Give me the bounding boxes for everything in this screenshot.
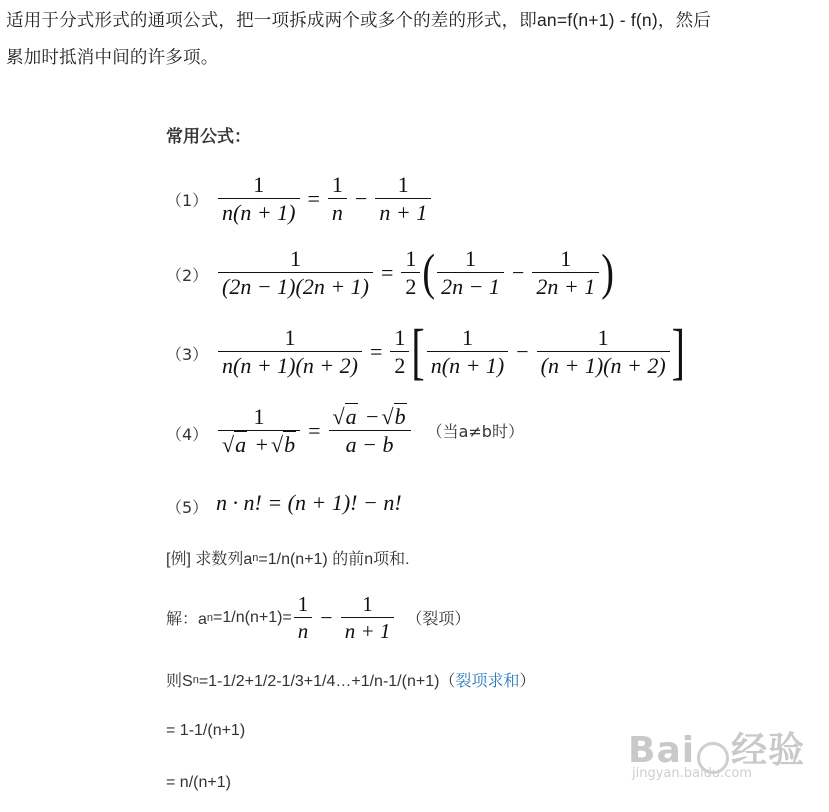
fraction: $\frac{1}{n(n + 1)}$ xyxy=(427,325,509,379)
formula-3: $\frac{1}{n(n + 1)(n + 2)}$ = $\frac{1}{2}$ [ $\frac{1}{n(n + 1)}$ − $\frac{1}{(n + 1)(n + 2)}$ ] xyxy=(216,325,685,379)
formula-2: $\frac{1}{(2n - 1)(2n + 1)}$ = $\frac{1}{2}$ ( $\frac{1}{2n - 1}$ − $\frac{1}{2n + 1}$ ) xyxy=(216,246,614,300)
formula-1: $\frac{1}{n(n + 1)}$ = $\frac{1}{n}$ − $\frac{1}{n + 1}$ xyxy=(216,172,433,226)
baidu-jingyan-watermark: Bai 经验 jingyan.baidu.com xyxy=(628,730,806,781)
split-sum-link[interactable]: 裂项求和 xyxy=(455,673,520,690)
formula-label-5: （5） xyxy=(166,498,209,517)
intro-paragraph xyxy=(6,2,826,76)
step-1: = 1-1/(n+1) xyxy=(166,722,246,739)
formula-4: $\frac{1}{√a + √b}$ = $\frac{√a - √b}{a - b}$ （当a≠b时） xyxy=(216,404,524,458)
fraction: $\frac{1}{2n + 1}$ xyxy=(532,246,599,300)
solution-line: 解：a n =1/n(n+1)= $\frac{1}{n}$ − $\frac{1}{n + 1}$ （裂项） xyxy=(166,592,471,644)
step-2: = n/(n+1) xyxy=(166,774,231,791)
formula-label-1: （1） xyxy=(166,191,209,210)
example-line: [例] 求数列a n =1/n(n+1) 的前n项和. xyxy=(166,551,410,568)
fraction: $\frac{1}{(2n - 1)(2n + 1)}$ xyxy=(218,246,373,300)
formula-label-3: （3） xyxy=(166,345,209,364)
fraction: $\frac{√a - √b}{a - b}$ xyxy=(329,404,411,458)
fraction: $\frac{1}{n(n + 1)(n + 2)}$ xyxy=(218,325,362,379)
section-heading: 常用公式： xyxy=(166,127,251,146)
fraction: $\frac{1}{√a + √b}$ xyxy=(218,404,300,458)
condition-note: （当a≠b时） xyxy=(426,422,524,442)
intro-line-1: 适用于分式形式的通项公式，把一项拆成两个或多个的差的形式，即an=f(n+1) - f(n)，然后 xyxy=(6,10,711,30)
fraction: $\frac{1}{(n + 1)(n + 2)}$ xyxy=(537,325,670,379)
fraction: $\frac{1}{2n - 1}$ xyxy=(437,246,504,300)
formula-5: n · n! = (n + 1)! − n! xyxy=(216,490,402,515)
fraction: $\frac{1}{2}$ xyxy=(390,325,409,379)
fraction: $\frac{1}{n}$ xyxy=(294,592,313,643)
sum-line: 则S n =1-1/2+1/2-1/3+1/4…+1/n-1/(n+1)（ 裂项求和 ） xyxy=(166,668,535,691)
fraction: $\frac{1}{2}$ xyxy=(401,246,420,300)
formula-label-2: （2） xyxy=(166,266,209,285)
fraction: $\frac{1}{n}$ xyxy=(328,172,347,226)
fraction: $\frac{1}{n + 1}$ xyxy=(341,592,395,643)
fraction: $\frac{1}{n(n + 1)}$ xyxy=(218,172,300,226)
formula-label-4: （4） xyxy=(166,425,209,444)
fraction: $\frac{1}{n + 1}$ xyxy=(375,172,431,226)
intro-line-2: 累加时抵消中间的许多项。 xyxy=(6,47,219,67)
